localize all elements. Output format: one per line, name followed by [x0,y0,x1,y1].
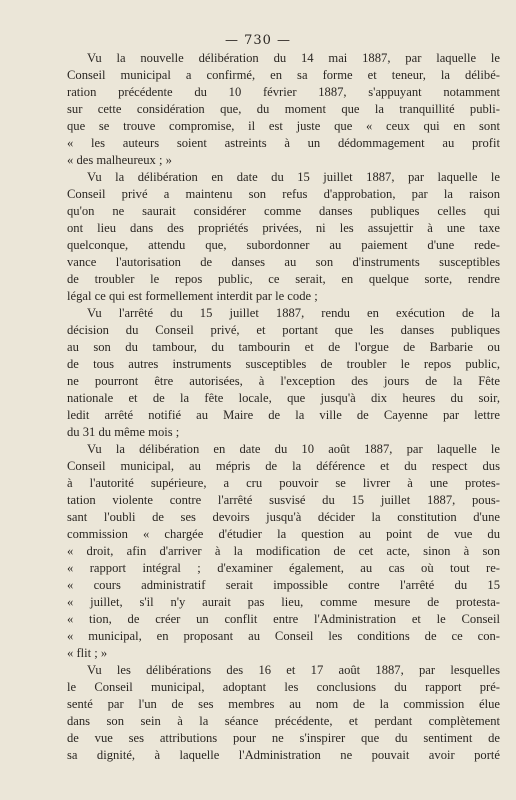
paragraph [67,169,500,305]
text-line: de troubler le repos public, ce serait, en quelque sorte, rendre [67,272,500,286]
text-line: ne pourront être autorisées, à l'exception des jours de la Fête [67,374,500,388]
text-line: « municipal, en proposant au Conseil les conditions de ce con- [67,629,500,643]
text-line: le Conseil municipal, adoptant les conclusions du rapport pré- [67,680,500,694]
text-line: sur cette considération que, du moment que la tranquillité publi- [67,102,500,116]
text-line: décision du Conseil privé, et portant que les danses publiques [67,323,500,337]
text-line: dans son sein à la séance précédente, et perdant complètement [67,714,500,728]
text-line: Conseil municipal a confirmé, en sa forme et teneur, la délibé- [67,68,500,82]
body-text [67,50,500,764]
text-line: ledit arrêté notifié au Maire de la ville de Cayenne par lettre [67,408,500,422]
paragraph [67,50,500,169]
text-line: senté par l'un de ses membres au nom de la commission élue [67,697,500,711]
text-line: de tous autres instruments susceptibles de troubler le repos public, [67,357,500,371]
text-line: au son du tambour, du tambourin et de l'orgue de Barbarie ou [67,340,500,354]
text-line: « juillet, s'il n'y aurait pas lieu, comme mesure de protesta- [67,595,500,609]
text-line: « des malheureux ; » [67,153,172,167]
text-line: Vu l'arrêté du 15 juillet 1887, rendu en exécution de la [87,306,500,320]
text-line: légal ce qui est formellement interdit par le code ; [67,289,318,303]
text-line: Vu la délibération en date du 15 juillet 1887, par laquelle le [87,170,500,184]
text-line: quelconque, attendu que, subordonner au paiement d'une rede- [67,238,500,252]
text-line: « rapport intégral ; d'examiner également, au cas où tout re- [67,561,500,575]
text-line: « flit ; » [67,646,108,660]
text-line: tation violente contre l'arrêté susvisé du 15 juillet 1887, pous- [67,493,500,507]
text-line: de vue ses attributions pour ne s'inspirer que du sentiment de [67,731,500,745]
text-line: ont lieu dans des propriétés privées, ni les assujettir à une taxe [67,221,500,235]
text-line: à l'autorité supérieure, a cru pouvoir se livrer à une protes- [67,476,500,490]
text-line: sant l'oubli de ses devoirs jusqu'à décider la constitution d'une [67,510,500,524]
text-line: Conseil municipal, au mépris de la déférence et du respect dus [67,459,500,473]
text-line: « les auteurs soient astreints à un dédommagement au profit [67,136,500,150]
text-line: qu'on ne saurait considérer comme danses publiques celles qui [67,204,500,218]
text-line: « cours administratif serait impossible contre l'arrêté du 15 [67,578,500,592]
text-line: Vu la délibération en date du 10 août 1887, par laquelle le [87,442,500,456]
page-number: — 730 — [224,33,292,48]
text-line: sa dignité, à laquelle l'Administration ne pouvait avoir porté [67,748,500,762]
text-line: Vu les délibérations des 16 et 17 août 1887, par lesquelles [87,663,500,677]
paragraph [67,441,500,662]
text-line: ration précédente du 10 février 1887, s'appuyant notamment [67,85,500,99]
paragraph [67,662,500,764]
text-line: que se trouve compromise, il est juste que « ceux qui en sont [67,119,500,133]
paragraph [67,305,500,441]
text-line: Vu la nouvelle délibération du 14 mai 1887, par laquelle le [87,51,500,65]
text-line: vance l'autorisation de danses au son d'instruments susceptibles [67,255,500,269]
text-line: « droit, afin d'arriver à la modification de cet acte, sinon à son [67,544,500,558]
text-line: commission « chargée d'étudier la question au point de vue du [67,527,500,541]
text-line: « tion, de créer un conflit entre l'Administration et le Conseil [67,612,500,626]
text-line: nationale et de la fête locale, que jusqu'à dix heures du soir, [67,391,500,405]
text-line: Conseil privé a maintenu son refus d'approbation, par la raison [67,187,500,201]
text-line: du 31 du même mois ; [67,425,180,439]
